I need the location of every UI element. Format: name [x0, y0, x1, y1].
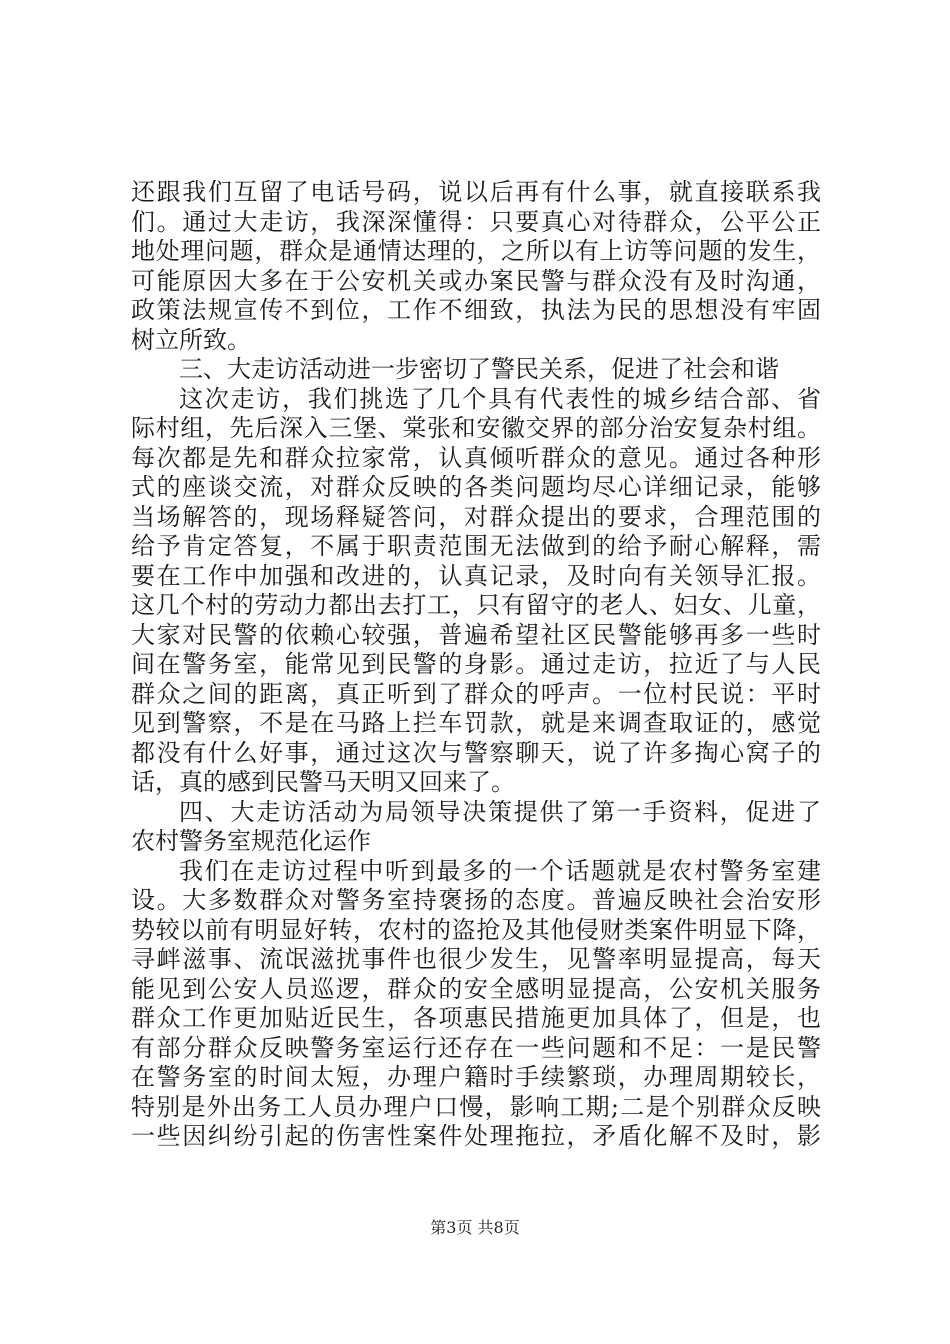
text-line: 一些因纠纷引起的伤害性案件处理拖拉，矛盾化解不及时，影: [131, 1122, 821, 1150]
text-line: 话，真的感到民警马天明又回来了。: [131, 768, 515, 796]
text-line: 见到警察，不是在马路上拦车罚款，就是来调查取证的，感觉: [131, 709, 821, 737]
text-line: 地处理问题，群众是通情达理的，之所以有上访等问题的发生，: [131, 237, 821, 265]
text-line: 在警务室的时间太短，办理户籍时手续繁琐，办理周期较长，: [131, 1063, 821, 1091]
text-line: 这次走访，我们挑选了几个具有代表性的城乡结合部、省: [179, 384, 821, 413]
text-line: 还跟我们互留了电话号码，说以后再有什么事，就直接联系我: [131, 178, 821, 206]
document-body: [131, 178, 821, 1152]
text-line: 有部分群众反映警务室运行还存在一些问题和不足：一是民警: [131, 1033, 821, 1062]
text-line: 们。通过大走访，我深深懂得：只要真心对待群众，公平公正: [131, 207, 821, 236]
text-line: 树立所致。: [131, 325, 251, 354]
section-heading-four: 四、大走访活动为局领导决策提供了第一手资料，促进了: [179, 797, 821, 826]
page-number: 第3页 共8页: [430, 1218, 520, 1237]
text-line: 群众工作更加贴近民生，各项惠民措施更加具体了，但是，也: [131, 1004, 821, 1032]
text-line: 我们在走访过程中听到最多的一个话题就是农村警务室建: [179, 856, 821, 885]
text-line: 寻衅滋事、流氓滋扰事件也很少发生，见警率明显提高，每天: [131, 945, 821, 973]
text-line: 式的座谈交流，对群众反映的各类问题均尽心详细记录，能够: [131, 473, 821, 501]
text-line: 要在工作中加强和改进的，认真记录，及时向有关领导汇报。: [131, 561, 821, 590]
text-line: 能见到公安人员巡逻，群众的安全感明显提高，公安机关服务: [131, 974, 821, 1003]
section-heading-four-cont: 农村警务室规范化运作: [131, 827, 371, 855]
text-line: 给予肯定答复，不属于职责范围无法做到的给予耐心解释，需: [131, 532, 821, 560]
text-line: 群众之间的距离，真正听到了群众的呼声。一位村民说：平时: [131, 679, 821, 708]
text-line: 可能原因大多在于公安机关或办案民警与群众没有及时沟通，: [131, 266, 821, 295]
text-line: 设。大多数群众对警务室持褒扬的态度。普遍反映社会治安形: [131, 886, 821, 914]
text-line: 间在警务室，能常见到民警的身影。通过走访，拉近了与人民: [131, 650, 821, 678]
section-heading-three: 三、大走访活动进一步密切了警民关系，促进了社会和谐: [179, 355, 779, 383]
text-line: 都没有什么好事，通过这次与警察聊天，说了许多掏心窝子的: [131, 738, 821, 767]
text-line: 当场解答的，现场释疑答问，对群众提出的要求，合理范围的: [131, 502, 821, 531]
text-line: 这几个村的劳动力都出去打工，只有留守的老人、妇女、儿童，: [131, 591, 821, 619]
text-line: 政策法规宣传不到位，工作不细致，执法为民的思想没有牢固: [131, 296, 821, 324]
text-line: 势较以前有明显好转，农村的盗抢及其他侵财类案件明显下降，: [131, 915, 821, 944]
text-line: 际村组，先后深入三堡、棠张和安徽交界的部分治安复杂村组。: [131, 414, 821, 442]
text-line: 每次都是先和群众拉家常，认真倾听群众的意见。通过各种形: [131, 443, 821, 472]
text-line: 特别是外出务工人员办理户口慢，影响工期;二是个别群众反映: [131, 1092, 821, 1121]
page-footer: [0, 1218, 950, 1238]
text-line: 大家对民警的依赖心较强，普遍希望社区民警能够再多一些时: [131, 620, 821, 649]
